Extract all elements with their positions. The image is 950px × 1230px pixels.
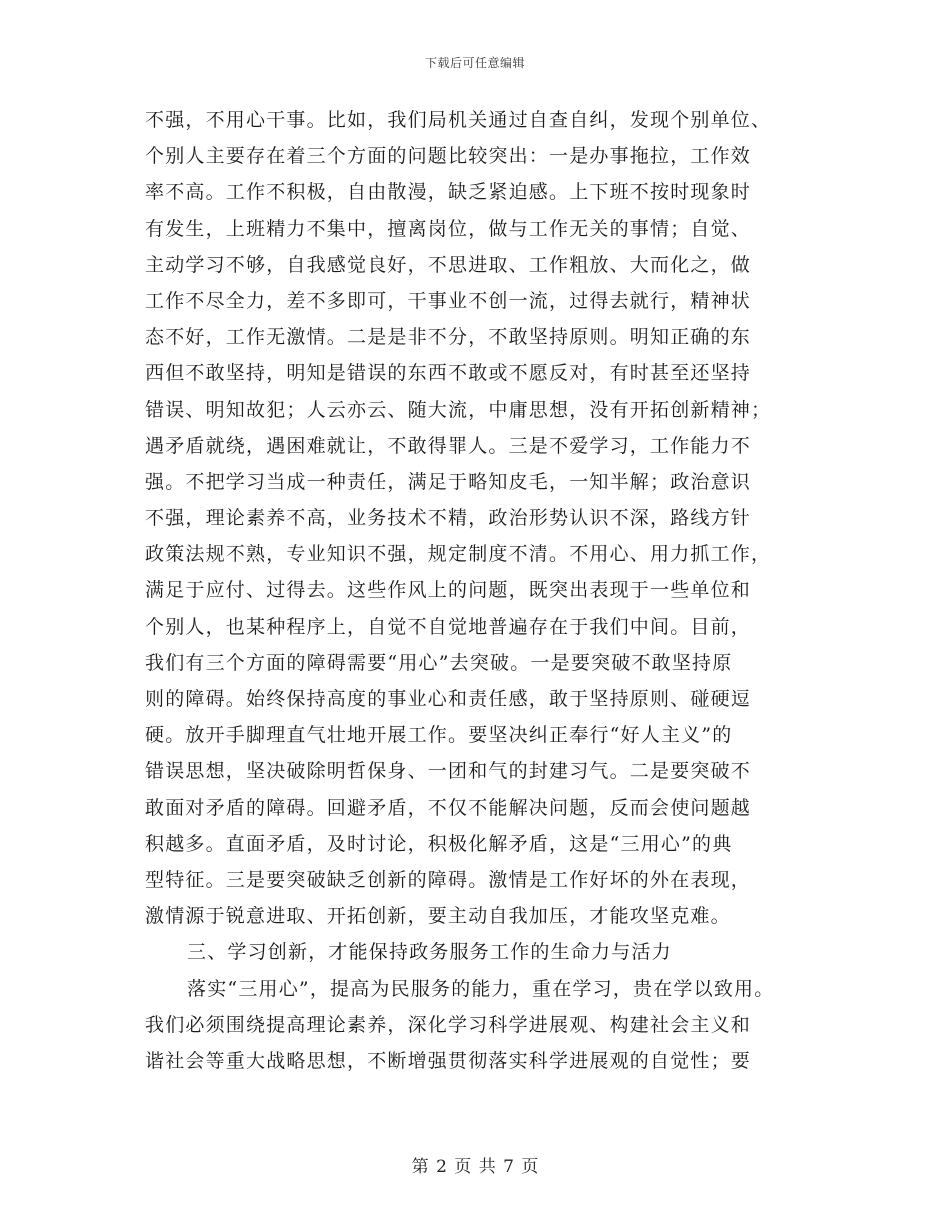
page-number: 第 2 页 共 7 页 [411,1157,539,1177]
body-line: 硬。放开手脚理直气壮地开展工作。要坚决纠正奉行“好人主义”的 [145,724,733,747]
body-line: 激情源于锐意进取、开拓创新，要主动自我加压，才能攻坚克难。 [145,905,731,928]
body-line: 不强，理论素养不高，业务技术不精，政治形势认识不深，路线方针 [145,507,752,530]
body-line: 谐社会等重大战略思想，不断增强贯彻落实科学进展观的自觉性；要 [145,1049,752,1072]
body-line: 政策法规不熟，专业知识不强，规定制度不清。不用心、用力抓工作， [145,543,772,566]
body-line: 遇矛盾就绕，遇困难就让，不敢得罪人。三是不爱学习，工作能力不 [145,434,752,457]
body-line: 西但不敢坚持，明知是错误的东西不敢或不愿反对，有时甚至还坚持 [145,362,752,385]
body-line: 积越多。直面矛盾，及时讨论，积极化解矛盾，这是“三用心”的典 [145,832,733,855]
body-line: 满足于应付、过得去。这些作风上的问题，既突出表现于一些单位和 [145,579,752,602]
body-line: 敢面对矛盾的障碍。回避矛盾，不仅不能解决问题，反而会使问题越 [145,796,752,819]
document-body [145,102,835,1079]
paragraph-first-line: 落实“三用心”，提高为民服务的能力，重在学习，贵在学以致用。 [187,977,775,1000]
page-header: 下载后可任意编辑 [424,56,525,70]
body-line: 则的障碍。始终保持高度的事业心和责任感，敢于坚持原则、碰硬逗 [145,688,752,710]
body-line: 率不高。工作不积极，自由散漫，缺乏紧迫感。上下班不按时现象时 [145,181,752,204]
body-line: 有发生，上班精力不集中，擅离岗位，做与工作无关的事情；自觉、 [145,217,752,240]
body-line: 工作不尽全力，差不多即可，干事业不创一流，过得去就行，精神状 [145,289,752,312]
body-line: 不强，不用心干事。比如，我们局机关通过自查自纠，发现个别单位、 [145,109,772,131]
body-line: 态不好，工作无激情。二是是非不分，不敢坚持原则。明知正确的东 [145,326,752,349]
body-line: 我们必须围绕提高理论素养，深化学习科学进展观、构建社会主义和 [145,1013,752,1036]
body-line: 个别人，也某种程序上，自觉不自觉地普遍存在于我们中间。目前， [145,615,752,638]
body-line: 个别人主要存在着三个方面的问题比较突出：一是办事拖拉，工作效 [145,145,752,168]
body-line: 主动学习不够，自我感觉良好，不思进取、工作粗放、大而化之，做 [145,253,752,276]
body-line: 型特征。三是要突破缺乏创新的障碍。激情是工作好坏的外在表现， [145,868,752,891]
body-line: 强。不把学习当成一种责任，满足于略知皮毛，一知半解；政治意识 [145,470,752,493]
body-line: 我们有三个方面的障碍需要“用心”去突破。一是要突破不敢坚持原 [145,651,733,674]
body-line: 错误、明知故犯；人云亦云、随大流，中庸思想，没有开拓创新精神； [145,398,772,421]
section-heading: 三、学习创新，才能保持政务服务工作的生命力与活力 [187,941,672,964]
body-line: 错误思想，坚决破除明哲保身、一团和气的封建习气。二是要突破不 [145,760,752,783]
